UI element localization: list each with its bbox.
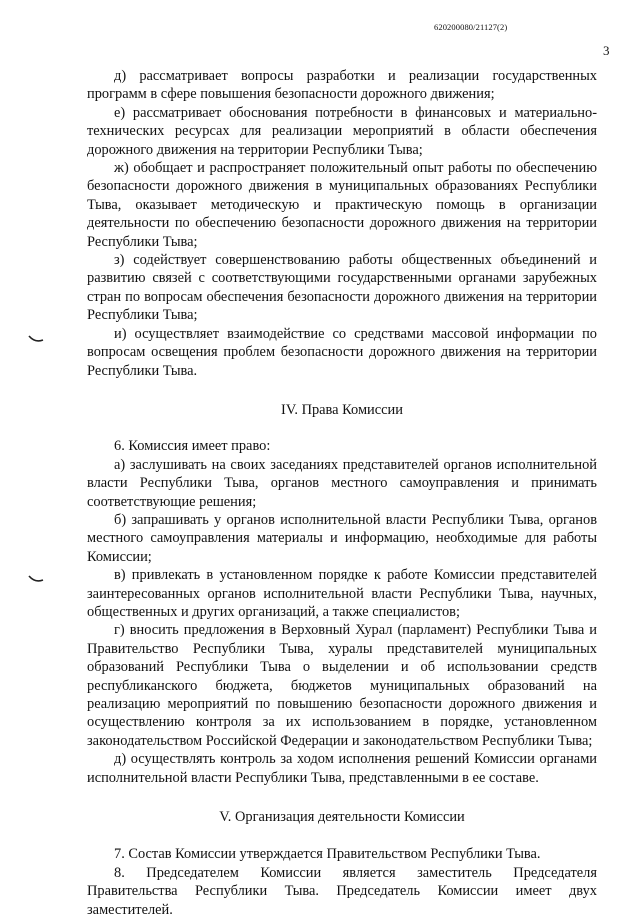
margin-mark-icon bbox=[28, 574, 44, 584]
margin-mark-icon bbox=[28, 334, 44, 344]
paragraph-6: 6. Комиссия имеет право: bbox=[114, 438, 271, 455]
paragraph-6a: а) заслушивать на своих заседаниях представителей органов исполнительной власти Республики Тыва, органов местного самоуправления и принимать соответствующие решения; bbox=[87, 456, 597, 510]
paragraph-7: 7. Состав Комиссии утверждается Правительством Республики Тыва. bbox=[114, 846, 541, 863]
paragraph-6d: д) осуществлять контроль за ходом исполнения решений Комиссии органами исполнительной власти Республики Тыва, представленными в ее составе. bbox=[87, 751, 597, 786]
section-heading-rights: IV. Права Комиссии bbox=[281, 401, 403, 418]
paragraph-zh: ж) обобщает и распространяет положительный опыт работы по обеспечению безопасности дорожного движения в муниципальных образованиях Республики Тыва, оказывает методическую и практическую помощь в организации деятельности по обеспечению безопасности дорожного движения на территории Республики Тыва; bbox=[87, 160, 597, 250]
document-body bbox=[87, 67, 597, 919]
page-number: 3 bbox=[603, 43, 610, 58]
paragraph-z: з) содействует совершенствованию работы общественных объединений и развитию связей с соответствующими государственными органами зарубежных стран по вопросам обеспечения безопасности дорожного движения на территории Республики Тыва; bbox=[87, 252, 597, 324]
document-id: 620200080/21127(2) bbox=[434, 22, 508, 32]
paragraph-6b: б) запрашивать у органов исполнительной власти Республики Тыва, органов местного самоуправления материалы и информацию, необходимые для работы Комиссии; bbox=[87, 511, 597, 565]
paragraph-d: д) рассматривает вопросы разработки и реализации государственных программ в сфере повышения безопасности дорожного движения; bbox=[87, 68, 597, 103]
section-heading-organization: V. Организация деятельности Комиссии bbox=[219, 809, 465, 826]
paragraph-8: 8. Председателем Комиссии является заместитель Председателя Правительства Республики Тыва. Председатель Комиссии имеет двух заместителей. bbox=[87, 864, 597, 918]
paragraph-e: е) рассматривает обоснования потребности в финансовых и материально-технических ресурсах для реализации мероприятий в области обеспечения дорожного движения на территории Республики Тыва; bbox=[87, 104, 597, 158]
paragraph-6v: в) привлекать в установленном порядке к работе Комиссии представителей заинтересованных органов исполнительной власти Республики Тыва, научных, общественных и других организаций, а также специалистов; bbox=[87, 567, 597, 620]
paragraph-i: и) осуществляет взаимодействие со средствами массовой информации по вопросам освещения проблем безопасности дорожного движения на территории Республики Тыва. bbox=[87, 325, 597, 379]
paragraph-6g: г) вносить предложения в Верховный Хурал (парламент) Республики Тыва и Правительство Республики Тыва, хуралы представителей муниципальных образований Республики Тыва о выделении и об использовании средств республиканского бюджета, бюджетов муниципальных образований на реализацию мероприятий по повышению безопасности дорожного движения и осуществлению контроля за их использованием в порядке, установленном законодательством Российской Федерации и законодательством Республики Тыва; bbox=[87, 622, 597, 749]
